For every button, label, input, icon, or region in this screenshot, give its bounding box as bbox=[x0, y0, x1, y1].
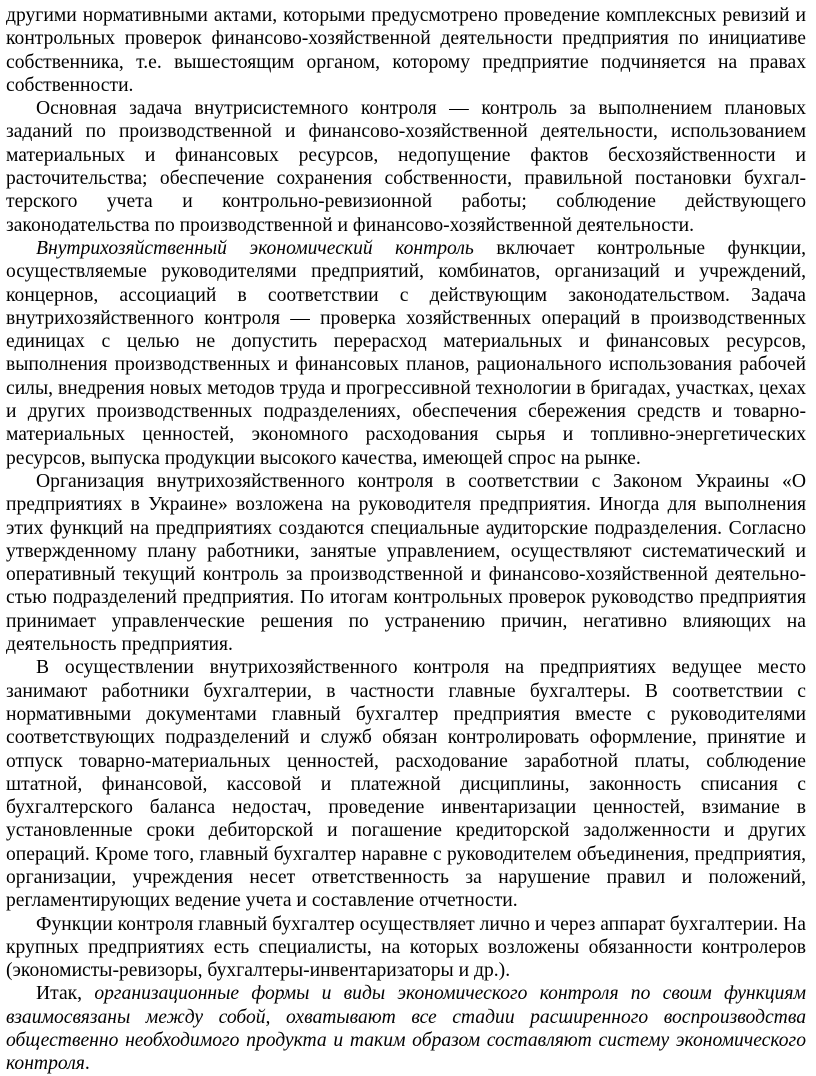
conclusion-lead: Итак, bbox=[36, 983, 95, 1005]
conclusion-italic-statement: организационные формы и виды экономического контроля по своим функциям взаимосвязаны между собой, охватывают все стадии расширенного воспроизводства общественно необходимого продукта и таким образом составляют систему экономического контроля bbox=[6, 983, 806, 1075]
paragraph-intrasystem-control: Основная задача внутрисистемного контроля — контроль за выполнением плановых заданий по производственной и финансово-хозяйственной деятельности, использованием материальных и финансовых ресурсов, недопущение фактов бесхозяйственности и расточительства; обеспечение сохранения собственности, правильной постановки бухгалтерского учета и контрольно-ревизионной работы; соблюдение действующего законодательства по производственной и финансово-хозяйственной деятельности. bbox=[6, 98, 806, 236]
paragraph-chief-accountant-functions: Функции контроля главный бухгалтер осуществляет лично и через аппарат бухгалтерии. На крупных предприятиях есть специалисты, на которых возложены обязанности контролеров (экономисты-ревизоры, бухгалтеры-инвентаризаторы и др.). bbox=[6, 913, 806, 982]
paragraph-continuation: другими нормативными актами, которыми предусмотрено проведение комплексных ревизий и контрольных проверок финансово-хозяйственной деятельности предприятия по инициативе собственника, т.е. вышестоящим органом, которому предприятие подчиняется на правах собственности. bbox=[6, 5, 806, 96]
term-internal-economic-control: Внутрихозяйственный экономический контроль bbox=[36, 237, 474, 259]
paragraph-organization-of-control: Организация внутрихозяйственного контроля в соответствии с Законом Украины «О предприятиях в Украине» возложена на руководителя предприятия. Иногда для выполнения этих функций на предприятиях создаются специальные аудиторские подразделения. Согласно утвержденному плану работники, занятые управлением, осуществляют систематический и оперативный текущий контроль за производственной и финансово-хозяйственной деятельностью подразделений предприятия. По итогам контрольных проверок руководство предприятия принимает управленческие решения по устранению причин, негативно влияющих на деятельность предприятия. bbox=[6, 470, 806, 656]
conclusion-tail: . bbox=[84, 1053, 90, 1075]
paragraph-conclusion bbox=[6, 982, 806, 1075]
paragraph-internal-economic-control-body: включает контрольные функции, осуществляемые руководителями предприятий, комбинатов, организаций и учреждений, концернов, ассоциаций в соответствии с действующим законодательством. Задача внутрихозяйственного контроля — проверка хозяйственных операций в производственных единицах с целью не допустить перерасход материальных и финансовых ресурсов, выполнения производственных и финансовых планов, рационального использования рабочей силы, внедрения новых методов труда и прогрессивной технологии в бригадах, участках, цехах и других производственных подразделениях, обеспечения сбережения средств и товарно-материальных ценностей, экономного расходования сырья и топливно-энергетических ресурсов, выпуска продукции высокого качества, имеющей спрос на рынке. bbox=[6, 237, 806, 469]
paragraph-internal-economic-control bbox=[6, 237, 806, 470]
paragraph-accounting-staff: В осуществлении внутрихозяйственного контроля на предприятиях ведущее место занимают работники бухгалтерии, в частности главные бухгалтеры. В соответствии с нормативными документами главный бухгалтер предприятия вместе с руководителями соответствующих подразделений и служб обязан контролировать оформление, принятие и отпуск товарно-материальных ценностей, расходование заработной платы, соблюдение штатной, финансовой, кассовой и платежной дисциплины, законность списания с бухгалтерского баланса недостач, проведение инвентаризации ценностей, взимание в установленные сроки дебиторской и погашение кредиторской задолженности и других операций. Кроме того, главный бухгалтер наравне с руководителем объединения, предприятия, организации, учреждения несет ответственность за нарушение правил и положений, регламентирующих ведение учета и составление отчетности. bbox=[6, 657, 806, 912]
